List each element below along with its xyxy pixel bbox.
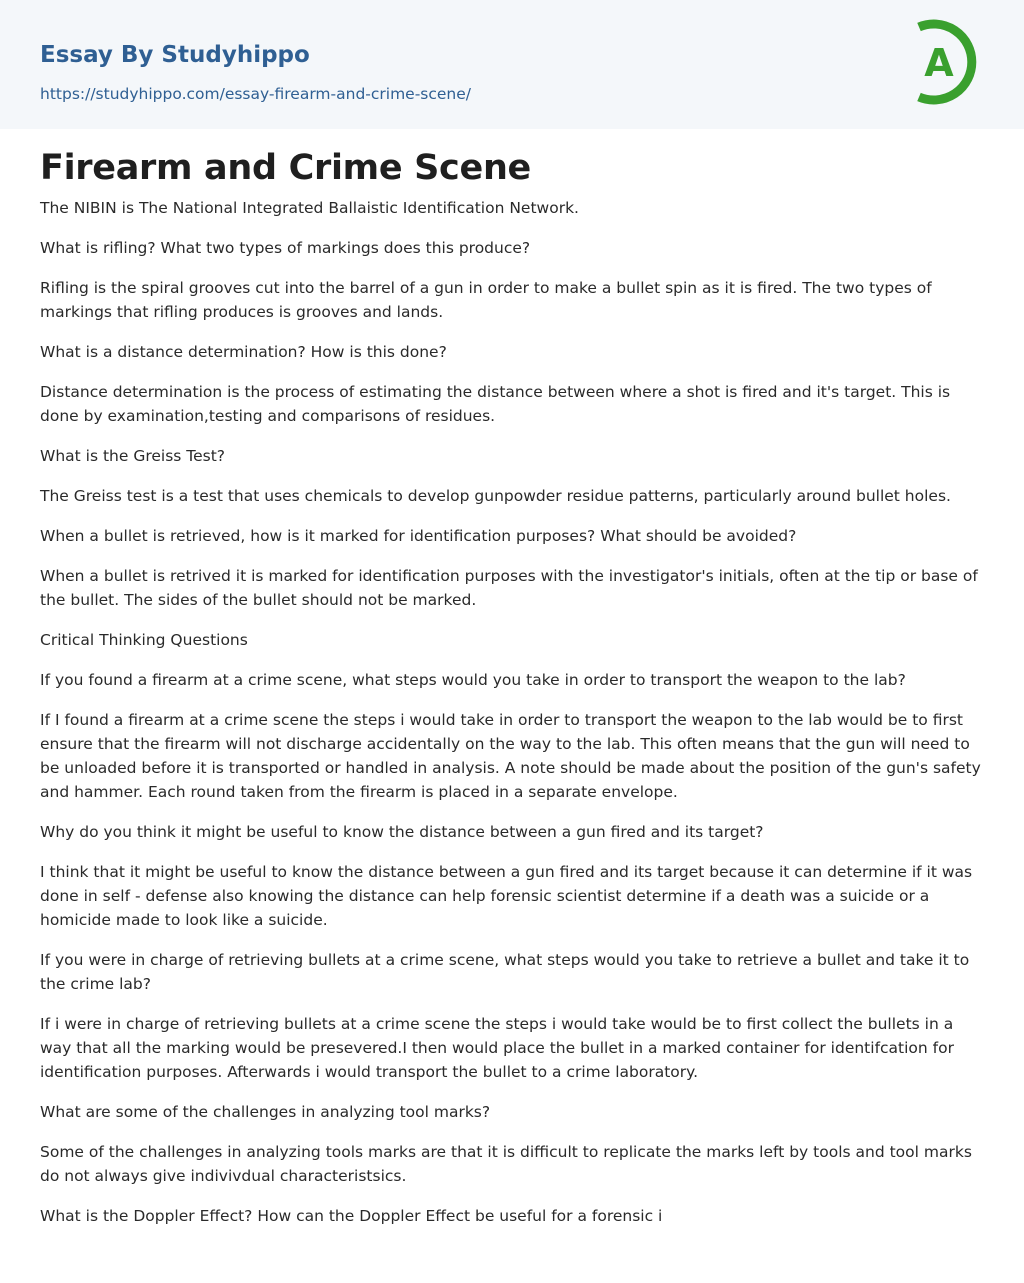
paragraph: If I found a firearm at a crime scene the steps i would take in order to transport the weapon to the lab would be to first ensure that the firearm will not discharge accidentally on the way to the lab. This often means that the gun will need to be unloaded before it is transported or handled in analysis. A note should be made about the position of the gun's safety and hammer. Each round taken from the firearm is placed in a separate envelope. (40, 711, 981, 801)
paragraph: If you were in charge of retrieving bullets at a crime scene, what steps would you take to retrieve a bullet and take it to the crime lab? (40, 951, 970, 993)
paragraph: When a bullet is retrived it is marked for identification purposes with the investigator's initials, often at the tip or base of the bullet. The sides of the bullet should not be marked. (40, 567, 978, 609)
paragraph: What is the Doppler Effect? How can the Doppler Effect be useful for a forensic i (40, 1207, 663, 1225)
paragraph: Some of the challenges in analyzing tools marks are that it is difficult to replicate the marks left by tools and tool marks do not always give indivivdual characteristsics. (40, 1143, 972, 1185)
paragraph: The NIBIN is The National Integrated Ballaistic Identification Network. (40, 199, 579, 217)
paragraph: The Greiss test is a test that uses chemicals to develop gunpowder residue patterns, particularly around bullet holes. (40, 487, 951, 505)
paragraph: If i were in charge of retrieving bullets at a crime scene the steps i would take would be to first collect the bullets in a way that all the marking would be presevered.I then would place the bullet in a marked container for identifcation for identification purposes. Afterwards i would transport the bullet to a crime laboratory. (40, 1015, 954, 1081)
paragraph: When a bullet is retrieved, how is it marked for identification purposes? What should be avoided? (40, 527, 797, 545)
article-title: Firearm and Crime Scene (40, 148, 531, 188)
paragraph: Critical Thinking Questions (40, 631, 248, 649)
site-brand[interactable]: Essay By Studyhippo (40, 42, 310, 68)
paragraph: What are some of the challenges in analyzing tool marks? (40, 1103, 491, 1121)
studyhippo-logo-icon[interactable] (910, 17, 990, 107)
essay-url-link[interactable]: https://studyhippo.com/essay-firearm-and-crime-scene/ (40, 85, 472, 103)
paragraph: Why do you think it might be useful to know the distance between a gun fired and its target? (40, 823, 764, 841)
paragraph: What is a distance determination? How is this done? (40, 343, 447, 361)
article-content (40, 140, 988, 1244)
paragraph: Distance determination is the process of estimating the distance between where a shot is fired and it's target. This is done by examination,testing and comparisons of residues. (40, 383, 951, 425)
paragraph: I think that it might be useful to know the distance between a gun fired and its target because it can determine if it was done in self - defense also knowing the distance can help forensic scientist determine if a death was a suicide or a homicide made to look like a suicide. (40, 863, 973, 929)
paragraph: What is the Greiss Test? (40, 447, 226, 465)
paragraph: If you found a firearm at a crime scene, what steps would you take in order to transport the weapon to the lab? (40, 671, 906, 689)
logo-letter: A (924, 41, 954, 85)
paragraph: Rifling is the spiral grooves cut into the barrel of a gun in order to make a bullet spin as it is fired. The two types of markings that rifling produces is grooves and lands. (40, 279, 932, 321)
paragraph: What is rifling? What two types of markings does this produce? (40, 239, 531, 257)
site-header (0, 0, 1024, 129)
